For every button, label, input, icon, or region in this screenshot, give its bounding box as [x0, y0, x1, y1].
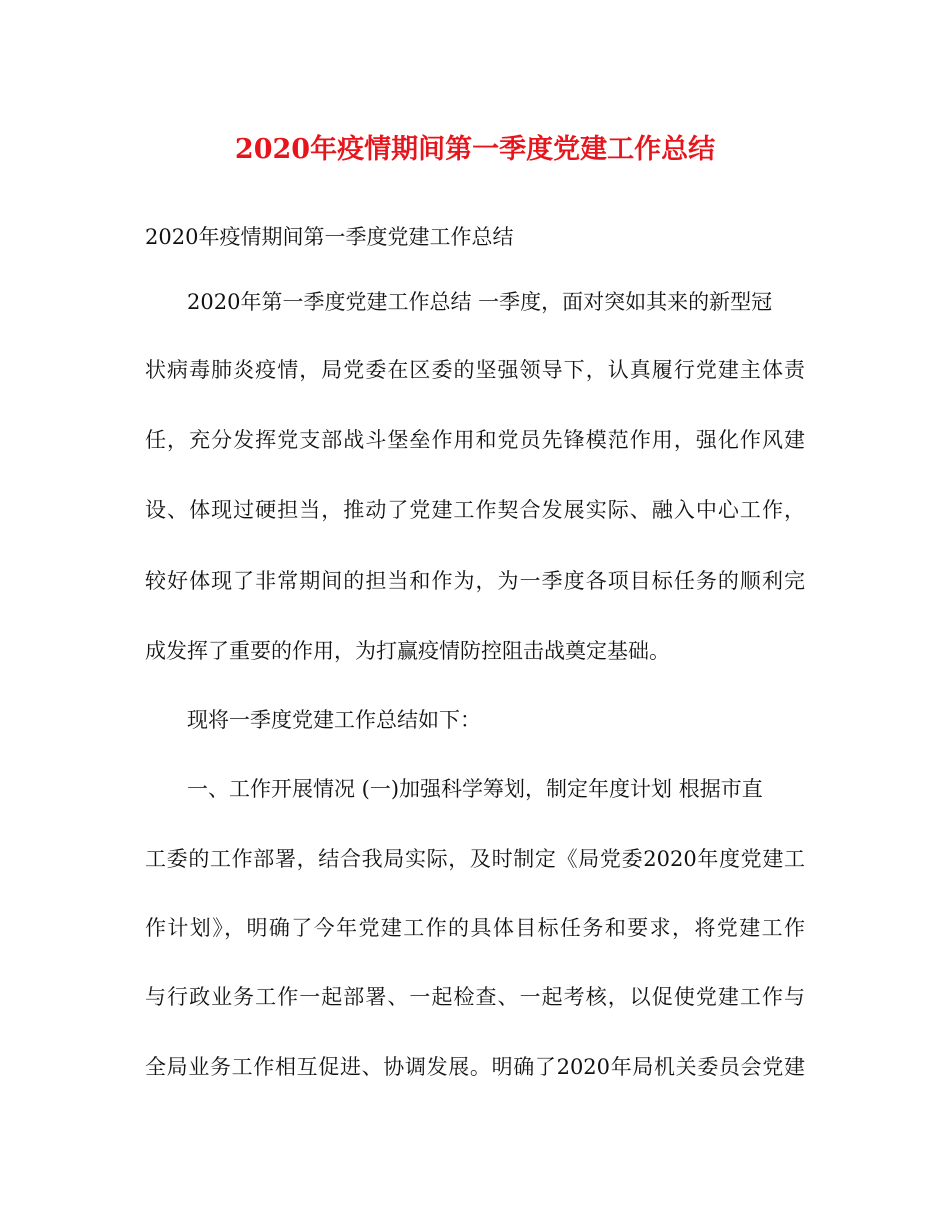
- paragraph-line-6: 成发挥了重要的作用，为打赢疫情防控阻击战奠定基础。: [145, 639, 670, 663]
- document-subtitle: 2020年疫情期间第一季度党建工作总结: [145, 225, 514, 249]
- paragraph-line-5: 较好体现了非常期间的担当和作为，为一季度各项目标任务的顺利完: [145, 569, 805, 593]
- document-title: 2020年疫情期间第一季度党建工作总结: [234, 134, 716, 165]
- paragraph-line-11: 与行政业务工作一起部署、一起检查、一起考核，以促使党建工作与: [145, 985, 805, 1009]
- paragraph-line-1: 2020年第一季度党建工作总结 一季度，面对突如其来的新型冠: [187, 290, 773, 314]
- paragraph-line-9: 工委的工作部署，结合我局实际，及时制定《局党委2020年度党建工: [145, 847, 805, 871]
- paragraph-line-12: 全局业务工作相互促进、协调发展。明确了2020年局机关委员会党建: [145, 1055, 805, 1079]
- paragraph-line-2: 状病毒肺炎疫情，局党委在区委的坚强领导下，认真履行党建主体责: [145, 358, 805, 382]
- paragraph-line-8: 一、工作开展情况 (一)加强科学筹划，制定年度计划 根据市直: [187, 777, 763, 801]
- paragraph-line-3: 任，充分发挥党支部战斗堡垒作用和党员先锋模范作用，强化作风建: [145, 428, 805, 452]
- paragraph-line-10: 作计划》，明确了今年党建工作的具体目标任务和要求，将党建工作: [145, 916, 805, 940]
- paragraph-line-4: 设、体现过硬担当，推动了党建工作契合发展实际、融入中心工作，: [145, 498, 805, 522]
- paragraph-line-7: 现将一季度党建工作总结如下：: [187, 708, 481, 732]
